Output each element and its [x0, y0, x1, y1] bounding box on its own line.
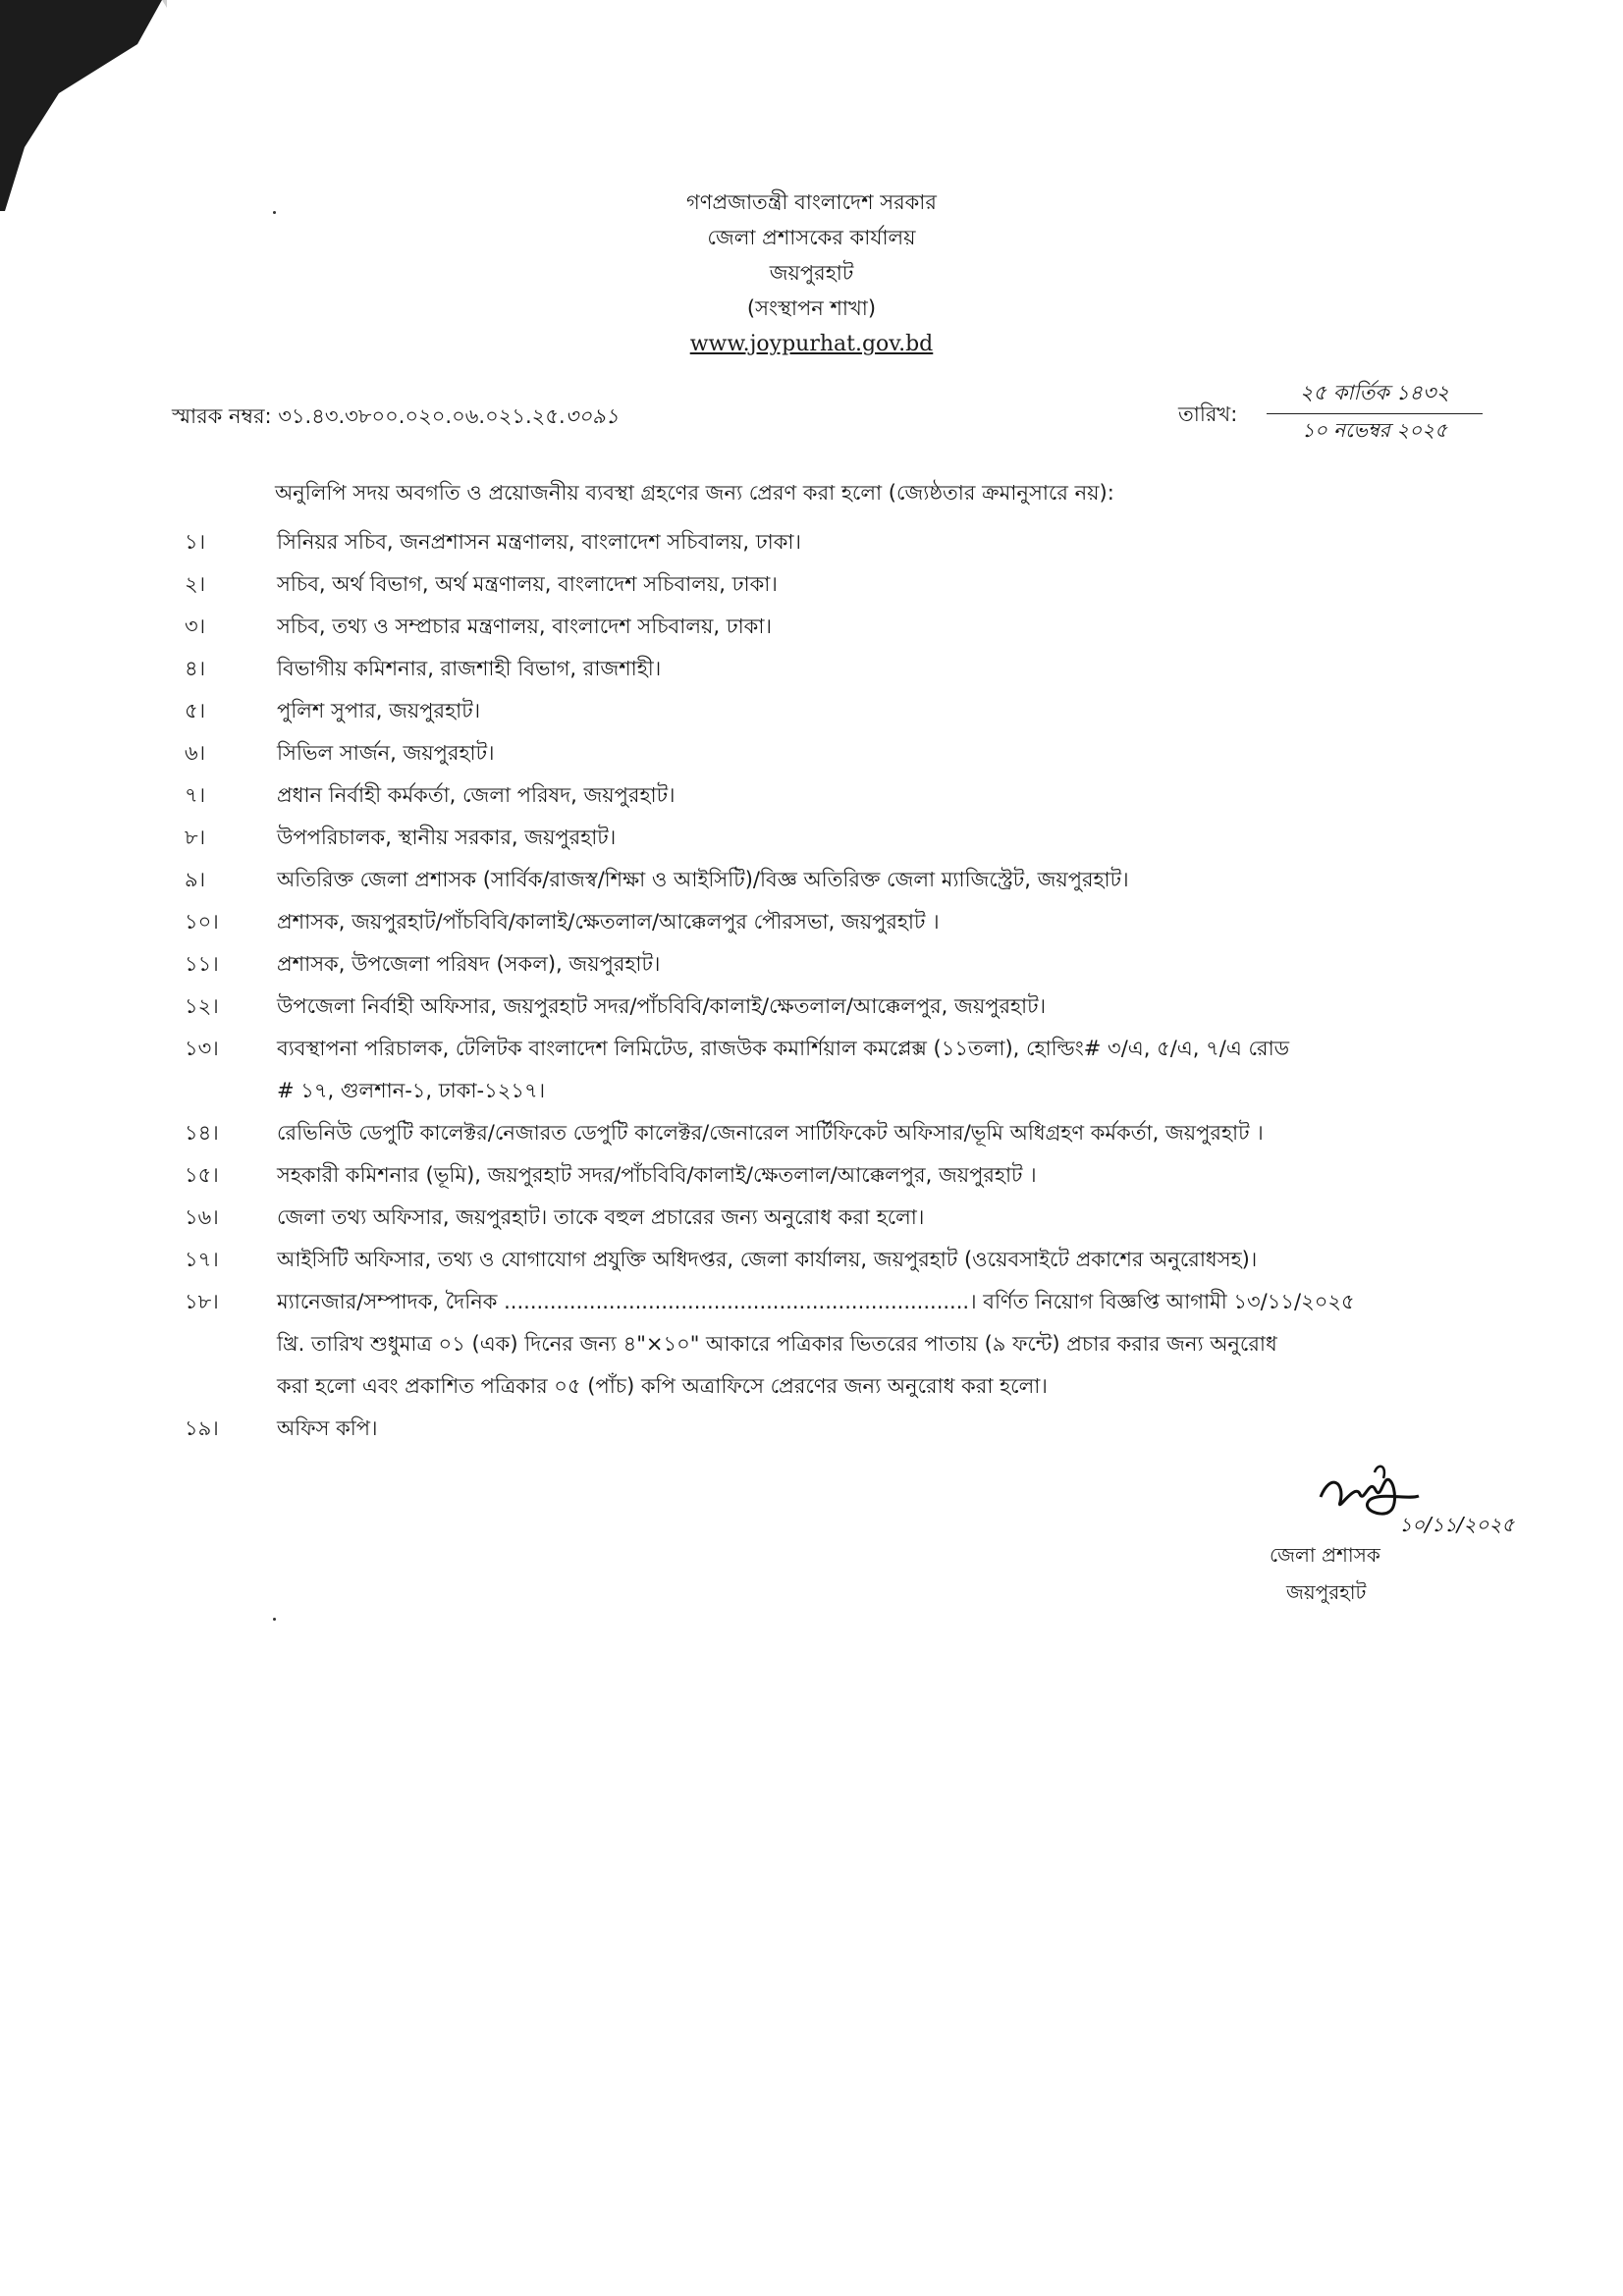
recipient-number: ১৩।	[185, 1037, 219, 1060]
memo-number	[172, 400, 619, 435]
recipient-text: পুলিশ সুপার, জয়পুরহাট।	[277, 699, 481, 722]
recipient-text: খ্রি. তারিখ শুধুমাত্র ০১ (এক) দিনের জন্য ৪"×১০" আকারে পত্রিকার ভিতরের পাতায় (৯ ফন্টে) প্রচার করার জন্য অনুরোধ	[277, 1332, 1277, 1356]
header-website[interactable]	[0, 326, 1623, 362]
speck	[273, 211, 276, 214]
recipient-text: অতিরিক্ত জেলা প্রশাসক (সার্বিক/রাজস্ব/শিক্ষা ও আইসিটি)/বিজ্ঞ অতিরিক্ত জেলা ম্যাজিস্ট্রেট, জয়পুরহাট।	[277, 868, 1129, 891]
recipient-number: ১৬।	[185, 1205, 219, 1229]
recipient-text: ব্যবস্থাপনা পরিচালক, টেলিটক বাংলাদেশ লিমিটেড, রাজউক কমার্শিয়াল কমপ্লেক্স (১১তলা), হোল্ডিং# ৩/এ, ৫/এ, ৭/এ রোড	[277, 1037, 1290, 1060]
recipient-number: ১৭।	[185, 1248, 219, 1271]
recipient-number: ১২।	[185, 994, 219, 1018]
date-gregorian: ১০ নভেম্বর ২০২৫	[1301, 418, 1448, 442]
date-label: তারিখ:	[1178, 402, 1238, 426]
recipient-number: ১।	[185, 530, 206, 554]
recipient-text: আইসিটি অফিসার, তথ্য ও যোগাযোগ প্রযুক্তি অধিদপ্তর, জেলা কার্যালয়, জয়পুরহাট (ওয়েবসাইটে প্রকাশের অনুরোধসহ)।	[277, 1248, 1258, 1271]
header-govt: গণপ্রজাতন্ত্রী বাংলাদেশ সরকার	[686, 190, 937, 214]
recipient-text: বিভাগীয় কমিশনার, রাজশাহী বিভাগ, রাজশাহী।	[277, 657, 662, 680]
recipient-text: প্রশাসক, জয়পুরহাট/পাঁচবিবি/কালাই/ক্ষেতলাল/আক্কেলপুর পৌরসভা, জয়পুরহাট ।	[277, 910, 940, 934]
recipient-text: সচিব, অর্থ বিভাগ, অর্থ মন্ত্রণালয়, বাংলাদেশ সচিবালয়, ঢাকা।	[277, 572, 778, 596]
recipient-text: জেলা তথ্য অফিসার, জয়পুরহাট। তাকে বহুল প্রচারের জন্য অনুরোধ করা হলো।	[277, 1205, 925, 1229]
memo-number-value: ৩১.৪৩.৩৮০০.০২০.০৬.০২১.২৫.	[278, 404, 566, 428]
recipient-text: রেভিনিউ ডেপুটি কালেক্টর/নেজারত ডেপুটি কালেক্টর/জেনারেল সার্টিফিকেট অফিসার/ভূমি অধিগ্রহণ কর্মকর্তা, জয়পুরহাট ।	[277, 1121, 1264, 1145]
website-link[interactable]: www.joypurhat.gov.bd	[689, 332, 934, 356]
header-office: জেলা প্রশাসকের কার্যালয়	[707, 226, 916, 249]
recipient-text: অফিস কপি।	[277, 1416, 378, 1440]
recipient-text: উপপরিচালক, স্থানীয় সরকার, জয়পুরহাট।	[277, 826, 617, 849]
recipient-text: প্রধান নির্বাহী কর্মকর্তা, জেলা পরিষদ, জয়পুরহাট।	[277, 783, 676, 807]
header-district: জয়পুরহাট	[769, 261, 854, 285]
signature-title: জেলা প্রশাসক	[1270, 1543, 1380, 1567]
recipient-text: ম্যানেজার/সম্পাদক, দৈনিক .......................................................................। বর্ণিত নিয়োগ বিজ্ঞপ্তি আগামী ১৩/১১/২০২৫	[277, 1290, 1355, 1313]
memo-handwritten-number: ৩০৯১	[565, 404, 620, 428]
recipient-number: ১১।	[185, 952, 219, 976]
recipient-text: সহকারী কমিশনার (ভূমি), জয়পুরহাট সদর/পাঁচবিবি/কালাই/ক্ষেতলাল/আক্কেলপুর, জয়পুরহাট ।	[277, 1163, 1037, 1187]
date-divider	[1267, 413, 1483, 414]
recipient-text: উপজেলা নির্বাহী অফিসার, জয়পুরহাট সদর/পাঁচবিবি/কালাই/ক্ষেতলাল/আক্কেলপুর, জয়পুরহাট।	[277, 994, 1047, 1018]
recipient-text: সিনিয়র সচিব, জনপ্রশাসন মন্ত্রণালয়, বাংলাদেশ সচিবালয়, ঢাকা।	[277, 530, 802, 554]
date-bangla: ২৫ কার্তিক ১৪৩২	[1299, 381, 1450, 404]
recipient-number: ৭।	[185, 783, 206, 807]
recipient-number: ১৯।	[185, 1416, 219, 1440]
header-section: (সংস্থাপন শাখা)	[746, 296, 877, 320]
speck	[273, 1618, 276, 1621]
memo-label: স্মারক নম্বর:	[172, 404, 272, 428]
recipient-text: # ১৭, গুলশান-১, ঢাকা-১২১৭।	[277, 1079, 546, 1102]
recipient-number: ২।	[185, 572, 206, 596]
recipient-number: ৯।	[185, 868, 206, 891]
recipient-number: ৬।	[185, 741, 206, 765]
recipient-number: ১০।	[185, 910, 219, 934]
recipient-number: ১৪।	[185, 1121, 219, 1145]
recipient-number: ৩।	[185, 614, 206, 638]
recipient-text: করা হলো এবং প্রকাশিত পত্রিকার ০৫ (পাঁচ) কপি অত্রাফিসে প্রেরণের জন্য অনুরোধ করা হলো।	[277, 1374, 1048, 1398]
recipient-number: ৫।	[185, 699, 206, 722]
recipient-text: প্রশাসক, উপজেলা পরিষদ (সকল), জয়পুরহাট।	[277, 952, 661, 976]
signature-date: ১০/১১/২০২৫	[1399, 1513, 1515, 1536]
intro-text: অনুলিপি সদয় অবগতি ও প্রয়োজনীয় ব্যবস্থা গ্রহণের জন্য প্রেরণ করা হলো (জ্যেষ্ঠতার ক্রমানুসারে নয়):	[275, 481, 1114, 505]
recipient-text: সচিব, তথ্য ও সম্প্রচার মন্ত্রণালয়, বাংলাদেশ সচিবালয়, ঢাকা।	[277, 614, 772, 638]
recipient-number: ১৫।	[185, 1163, 219, 1187]
recipient-text: সিভিল সার্জন, জয়পুরহাট।	[277, 741, 495, 765]
recipient-number: ৪।	[185, 657, 206, 680]
recipient-number: ৮।	[185, 826, 206, 849]
signature-place: জয়পুরহাট	[1286, 1580, 1367, 1604]
recipient-number: ১৮।	[185, 1290, 219, 1313]
